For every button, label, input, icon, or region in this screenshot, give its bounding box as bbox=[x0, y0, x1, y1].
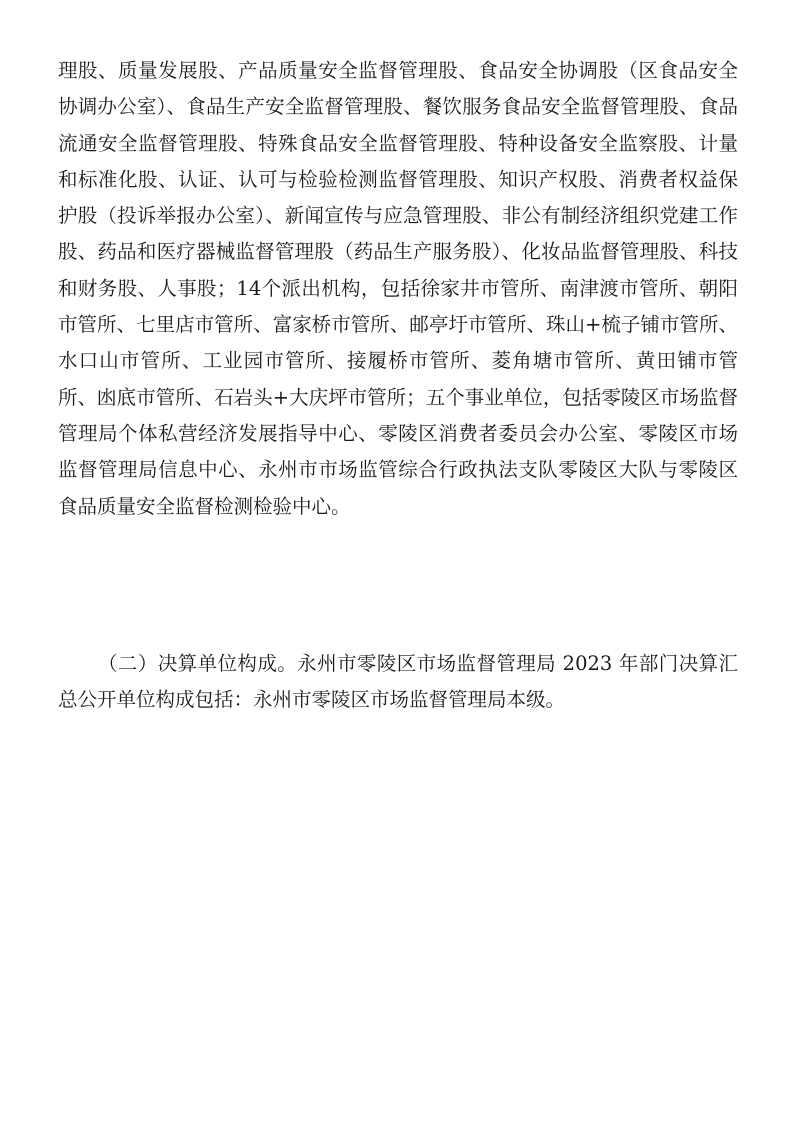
paragraph-text: 理股、质量发展股、产品质量安全监督管理股、食品安全协调股（区食品安全协调办公室）、食品生产安全监督管理股、餐饮服务食品安全监督管理股、食品流通安全监督管理股、特殊食品安全监督管理股、特种设备安全监察股、计量和标准化股、认证、认可与检验检测监督管理股、知识产权股、消费者权益保护股（投诉举报办公室）、新闻宣传与应急管理股、非公有制经济组织党建工作股、药品和医疗器械监督管理股（药品生产服务股）、化妆品监督管理股、科技和财务股、人事股；14个派出机构，包括徐家井市管所、南津渡市管所、朝阳市管所、七里店市管所、富家桥市管所、邮亭圩市管所、珠山+梳子铺市管所、水口山市管所、工业园市管所、接履桥市管所、菱角塘市管所、黄田铺市管所、凼底市管所、石岩头+大庆坪市管所；五个事业单位，包括零陵区市场监督管理局个体私营经济发展指导中心、零陵区消费者委员会办公室、零陵区市场监督管理局信息中心、永州市市场监管综合行政执法支队零陵区大队与零陵区食品质量安全监督检测检验中心。 bbox=[58, 59, 738, 518]
paragraph-organization-list bbox=[58, 53, 738, 525]
paragraph-text: （二）决算单位构成。永州市零陵区市场监督管理局 2023 年部门决算汇总公开单位构成包括：永州市零陵区市场监督管理局本级。 bbox=[58, 652, 738, 712]
paragraph-budget-units bbox=[58, 646, 738, 719]
